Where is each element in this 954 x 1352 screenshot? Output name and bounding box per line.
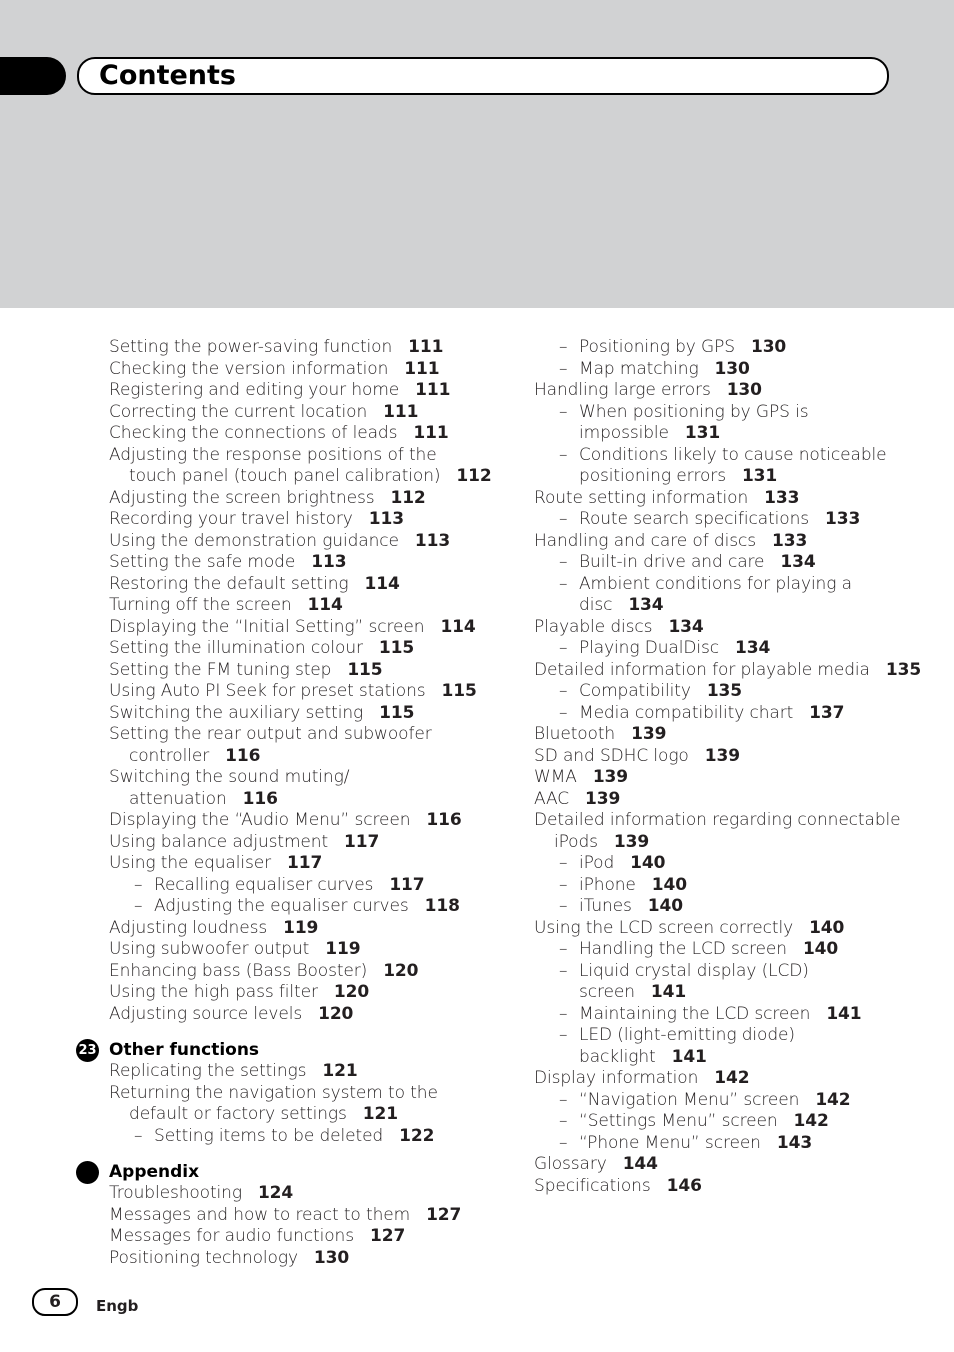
toc-entry[interactable] — [534, 1176, 934, 1198]
toc-entry[interactable] — [109, 918, 499, 940]
toc-page-number: 121 — [322, 1061, 358, 1081]
toc-page-number: 114 — [364, 573, 400, 594]
toc-entry-text: Setting the power-saving function — [109, 337, 393, 357]
toc-entry[interactable] — [534, 789, 934, 811]
toc-entry[interactable] — [534, 832, 934, 854]
toc-entry-text: Using Auto PI Seek for preset stations — [109, 681, 426, 701]
header-band — [0, 0, 954, 308]
toc-entry[interactable] — [109, 767, 499, 789]
toc-entry[interactable] — [109, 359, 499, 381]
toc-page-number: 143 — [776, 1132, 813, 1153]
toc-entry[interactable] — [534, 724, 934, 746]
toc-entry[interactable] — [109, 445, 499, 467]
toc-entry[interactable] — [109, 1226, 499, 1248]
toc-page-number: 134 — [734, 638, 771, 658]
toc-page-number: 130 — [313, 1247, 350, 1268]
toc-page-number: 134 — [668, 616, 704, 637]
toc-entry-text: Setting the rear output and subwoofer — [109, 724, 432, 744]
toc-entry[interactable] — [534, 402, 934, 424]
toc-entry-text: Replicating the settings — [109, 1061, 307, 1081]
toc-page-number: 115 — [441, 681, 477, 701]
toc-entry-text: Troubleshooting — [109, 1183, 242, 1203]
toc-entry-text: Checking the version information — [109, 358, 389, 379]
toc-entry[interactable] — [109, 509, 499, 531]
toc-entry[interactable] — [109, 423, 499, 445]
toc-entry-text: Playable discs — [534, 616, 653, 637]
toc-entry[interactable] — [534, 961, 934, 983]
toc-entry-text: Displaying the “Initial Setting” screen — [109, 616, 425, 637]
toc-entry[interactable] — [534, 1133, 934, 1155]
toc-page-number: 111 — [408, 337, 444, 357]
toc-entry-text: screen — [579, 982, 635, 1002]
toc-page-number: 131 — [684, 423, 721, 443]
toc-page-number: 137 — [809, 702, 845, 723]
toc-page-number: 139 — [704, 745, 740, 766]
footer-language: Engb — [96, 1297, 139, 1315]
toc-entry[interactable] — [534, 1025, 934, 1047]
toc-entry[interactable] — [534, 767, 934, 789]
toc-page-number: 124 — [257, 1183, 294, 1203]
toc-entry-text: Handling the LCD screen — [579, 939, 787, 959]
dash-marker: – — [134, 1125, 143, 1146]
toc-entry-text: Using balance adjustment — [109, 831, 329, 852]
dash-marker: – — [559, 573, 568, 594]
toc-entry-text: Using the demonstration guidance — [109, 530, 399, 551]
toc-entry-text: Display information — [534, 1068, 699, 1088]
toc-entry[interactable] — [534, 939, 934, 961]
toc-page-number: 139 — [592, 767, 628, 787]
page-title: Contents — [99, 60, 237, 91]
toc-entry[interactable] — [534, 1090, 934, 1112]
toc-entry-text: Recording your travel history — [109, 509, 353, 529]
toc-entry[interactable] — [109, 466, 499, 488]
toc-entry[interactable] — [109, 789, 499, 811]
dash-marker: – — [559, 960, 568, 981]
toc-entry-text: Returning the navigation system to the — [109, 1082, 438, 1103]
toc-entry[interactable] — [534, 552, 934, 574]
toc-entry[interactable] — [109, 982, 499, 1004]
toc-page-number: 115 — [379, 702, 415, 723]
toc-entry-text: LED (light-emitting diode) — [579, 1025, 795, 1045]
toc-page-number: 142 — [714, 1068, 750, 1088]
toc-entry-text: iPod — [579, 853, 615, 873]
toc-entry-text: Restoring the default setting — [109, 573, 349, 594]
toc-entry[interactable] — [534, 337, 934, 359]
toc-entry-text: impossible — [579, 423, 669, 443]
toc-page-number: 120 — [333, 982, 370, 1002]
toc-entry[interactable] — [109, 531, 499, 553]
toc-entry-text: Map matching — [579, 358, 699, 379]
toc-entry-text: Setting the FM tuning step — [109, 659, 332, 680]
toc-entry[interactable] — [109, 1083, 499, 1105]
toc-page-number: 130 — [714, 358, 750, 379]
toc-page-number: 121 — [362, 1104, 398, 1124]
dash-marker: – — [559, 1132, 568, 1153]
toc-page-number: 131 — [741, 466, 778, 486]
toc-page-number: 113 — [414, 530, 451, 551]
toc-entry-text: Adjusting source levels — [109, 1003, 303, 1024]
toc-page-number: 112 — [390, 487, 426, 508]
toc-entry-text: Built-in drive and care — [579, 552, 765, 572]
toc-entry[interactable] — [534, 1068, 934, 1090]
toc-entry[interactable] — [109, 1004, 499, 1026]
toc-entry-text: Using the equaliser — [109, 853, 271, 873]
right-column — [534, 337, 934, 1197]
toc-entry[interactable] — [534, 617, 934, 639]
dash-marker: – — [559, 1003, 568, 1024]
toc-entry[interactable] — [109, 1205, 499, 1227]
toc-entry[interactable] — [534, 574, 934, 596]
toc-entry-text: Compatibility — [579, 681, 691, 701]
toc-entry[interactable] — [109, 402, 499, 424]
toc-page-number: 111 — [415, 380, 451, 400]
toc-entry[interactable] — [109, 617, 499, 639]
toc-entry[interactable] — [534, 1111, 934, 1133]
toc-entry-text: Adjusting the screen brightness — [109, 487, 375, 508]
toc-entry-text: Specifications — [534, 1175, 651, 1196]
toc-entry[interactable] — [109, 337, 499, 359]
toc-page-number: 140 — [630, 853, 666, 873]
toc-page-number: 134 — [780, 552, 816, 572]
toc-entry-text: default or factory settings — [129, 1104, 347, 1124]
toc-entry[interactable] — [534, 445, 934, 467]
dash-marker: – — [559, 1025, 568, 1045]
toc-entry-text: Displaying the “Audio Menu” screen — [109, 810, 411, 830]
dash-marker: – — [559, 552, 568, 572]
toc-entry[interactable] — [534, 1047, 934, 1069]
toc-page-number: 142 — [793, 1111, 829, 1131]
toc-entry[interactable] — [534, 810, 934, 832]
toc-entry-text: Using the LCD screen correctly — [534, 917, 794, 938]
toc-entry[interactable] — [109, 1104, 499, 1126]
toc-entry-text: Setting the illumination colour — [109, 638, 363, 658]
toc-entry-text: Bluetooth — [534, 724, 616, 744]
toc-entry-text: attenuation — [129, 788, 227, 809]
dash-marker: – — [559, 401, 568, 422]
section-title: Other functions — [109, 1040, 260, 1060]
toc-page-number: 130 — [750, 337, 787, 357]
toc-page-number: 120 — [318, 1003, 354, 1024]
toc-entry-text: disc — [579, 595, 613, 615]
toc-page-number: 112 — [456, 466, 492, 486]
toc-entry-text: Media compatibility chart — [579, 702, 794, 723]
toc-entry-text: Maintaining the LCD screen — [579, 1003, 811, 1024]
title-box — [77, 57, 889, 95]
toc-entry-text: SD and SDHC logo — [534, 745, 689, 766]
toc-entry[interactable] — [534, 359, 934, 381]
toc-entry[interactable] — [109, 853, 499, 875]
toc-entry-text: Detailed information regarding connectable — [534, 810, 901, 830]
toc-page-number: 114 — [307, 595, 343, 615]
toc-entry-text: touch panel (touch panel calibration) — [129, 466, 441, 486]
toc-page-number: 142 — [815, 1089, 851, 1110]
toc-entry[interactable] — [534, 853, 934, 875]
toc-entry-text: AAC — [534, 788, 570, 809]
toc-entry-text: controller — [129, 745, 210, 766]
toc-entry[interactable] — [534, 466, 934, 488]
toc-page-number: 134 — [628, 595, 664, 615]
toc-page-number: 135 — [885, 659, 922, 680]
toc-page-number: 135 — [706, 681, 743, 701]
toc-entry[interactable] — [534, 896, 934, 918]
toc-entry[interactable] — [109, 703, 499, 725]
toc-page-number: 115 — [378, 638, 415, 658]
toc-page-number: 133 — [772, 530, 808, 551]
toc-entry[interactable] — [534, 423, 934, 445]
section-number-badge — [76, 1161, 99, 1184]
toc-entry[interactable] — [534, 660, 934, 682]
toc-entry[interactable] — [109, 724, 499, 746]
toc-entry-text: Glossary — [534, 1154, 607, 1174]
section-title: Appendix — [109, 1162, 200, 1182]
toc-entry[interactable] — [534, 918, 934, 940]
toc-entry-text: Positioning by GPS — [579, 337, 735, 357]
toc-entry-text: positioning errors — [579, 466, 726, 486]
dash-marker: – — [559, 1089, 568, 1110]
toc-entry[interactable] — [109, 961, 499, 983]
toc-page-number: 117 — [287, 853, 323, 873]
toc-entry[interactable] — [109, 1183, 499, 1205]
toc-entry-text: Using the high pass filter — [109, 982, 318, 1002]
toc-page-number: 140 — [802, 939, 839, 959]
toc-entry[interactable] — [534, 982, 934, 1004]
toc-entry-text: Adjusting the equaliser curves — [154, 896, 409, 916]
toc-entry[interactable] — [534, 531, 934, 553]
toc-entry-text: Switching the auxiliary setting — [109, 702, 364, 723]
dash-marker: – — [559, 702, 568, 723]
toc-page-number: 133 — [764, 487, 800, 508]
toc-entry-text: Messages for audio functions — [109, 1226, 354, 1246]
toc-entry[interactable] — [109, 380, 499, 402]
toc-page-number: 111 — [404, 358, 440, 379]
toc-entry[interactable] — [534, 638, 934, 660]
toc-entry-text: Setting items to be deleted — [154, 1125, 384, 1146]
dash-marker: – — [559, 896, 568, 916]
toc-entry[interactable] — [534, 681, 934, 703]
chapter-tab — [0, 57, 66, 95]
toc-page-number: 111 — [413, 423, 449, 443]
toc-entry[interactable] — [109, 660, 499, 682]
toc-entry-text: When positioning by GPS is — [579, 401, 809, 422]
toc-entry[interactable] — [109, 746, 499, 768]
toc-page-number: 139 — [613, 831, 650, 852]
toc-entry-text: “Phone Menu” screen — [579, 1132, 761, 1153]
footer-page-number: 6 — [32, 1288, 78, 1316]
toc-entry-text: Enhancing bass (Bass Booster) — [109, 960, 368, 981]
toc-entry[interactable] — [534, 746, 934, 768]
toc-entry[interactable] — [534, 509, 934, 531]
toc-page-number: 118 — [424, 896, 460, 916]
toc-page-number: 120 — [383, 960, 419, 981]
toc-page-number: 115 — [347, 659, 383, 680]
toc-entry-text: Conditions likely to cause noticeable — [579, 444, 887, 465]
toc-entry[interactable] — [109, 595, 499, 617]
toc-page-number: 140 — [647, 896, 683, 916]
toc-page-number: 127 — [426, 1204, 462, 1225]
toc-section — [109, 1161, 499, 1269]
toc-entry[interactable] — [109, 896, 499, 918]
toc-page-number: 141 — [650, 982, 687, 1002]
toc-page-number: 122 — [399, 1125, 435, 1146]
toc-page-number: 113 — [311, 552, 347, 572]
toc-entry[interactable] — [109, 638, 499, 660]
toc-entry[interactable] — [109, 1126, 499, 1148]
toc-page-number: 139 — [631, 724, 667, 744]
toc-page-number: 116 — [242, 788, 278, 809]
toc-entry[interactable] — [534, 380, 934, 402]
toc-page-number: 140 — [809, 917, 845, 938]
toc-entry-text: Playing DualDisc — [579, 638, 719, 658]
toc-entry-text: Messages and how to react to them — [109, 1204, 411, 1225]
toc-entry[interactable] — [534, 488, 934, 510]
toc-entry-text: Ambient conditions for playing a — [579, 573, 852, 594]
toc-entry-text: Registering and editing your home — [109, 380, 400, 400]
toc-entry-text: backlight — [579, 1046, 656, 1067]
dash-marker: – — [559, 509, 568, 529]
toc-entry[interactable] — [109, 810, 499, 832]
toc-page-number: 119 — [283, 917, 319, 938]
toc-entry[interactable] — [534, 1004, 934, 1026]
toc-entry[interactable] — [109, 875, 499, 897]
toc-entry[interactable] — [109, 939, 499, 961]
toc-entry-text: “Settings Menu” screen — [579, 1111, 778, 1131]
toc-entry[interactable] — [109, 1061, 499, 1083]
toc-entry-text: Turning off the screen — [109, 595, 292, 615]
toc-entry[interactable] — [534, 1154, 934, 1176]
toc-entry-text: Adjusting loudness — [109, 917, 268, 938]
toc-entry-text: Adjusting the response positions of the — [109, 444, 437, 465]
toc-page-number: 140 — [651, 874, 687, 895]
toc-entry-text: Route setting information — [534, 487, 749, 508]
toc-entry-text: Handling and care of discs — [534, 530, 756, 551]
toc-page-number: 111 — [383, 401, 419, 422]
toc-page-number: 133 — [825, 509, 861, 529]
toc-entry-text: Positioning technology — [109, 1247, 298, 1268]
toc-page-number: 114 — [440, 616, 476, 637]
toc-entry[interactable] — [534, 595, 934, 617]
left-column — [78, 337, 499, 1269]
dash-marker: – — [559, 337, 568, 357]
dash-marker: – — [559, 939, 568, 959]
toc-page-number: 146 — [666, 1175, 702, 1196]
toc-page-number: 116 — [426, 810, 462, 830]
toc-entry-text: Setting the safe mode — [109, 552, 296, 572]
toc-entry-text: iTunes — [579, 896, 632, 916]
toc-entry[interactable] — [109, 832, 499, 854]
toc-entry-text: iPods — [554, 831, 598, 852]
toc-entry-text: Using subwoofer output — [109, 939, 310, 959]
toc-page-number: 130 — [726, 380, 762, 400]
toc-entry-text: Correcting the current location — [109, 401, 368, 422]
toc-entry[interactable] — [109, 552, 499, 574]
toc-entry-text: Recalling equaliser curves — [154, 874, 374, 895]
toc-entry-text: Route search specifications — [579, 509, 809, 529]
dash-marker: – — [559, 1111, 568, 1131]
toc-page-number: 119 — [325, 939, 361, 959]
toc-page-number: 117 — [344, 831, 380, 852]
toc-entry-text: iPhone — [579, 874, 636, 895]
toc-entry-text: Liquid crystal display (LCD) — [579, 960, 809, 981]
toc-page-number: 127 — [369, 1226, 406, 1246]
toc-entry[interactable] — [109, 574, 499, 596]
toc-page-number: 141 — [826, 1003, 862, 1024]
toc-entry-text: Switching the sound muting/ — [109, 767, 350, 787]
dash-marker: – — [559, 874, 568, 895]
dash-marker: – — [559, 444, 568, 465]
toc-entry[interactable] — [109, 681, 499, 703]
toc-entry-text: Checking the connections of leads — [109, 423, 398, 443]
dash-marker: – — [134, 874, 143, 895]
toc-entry-text: Handling large errors — [534, 380, 711, 400]
toc-section — [78, 1039, 499, 1147]
toc-entry-text: WMA — [534, 767, 577, 787]
section-number-badge: 23 — [76, 1039, 99, 1062]
toc-entry[interactable] — [534, 875, 934, 897]
toc-page-number: 116 — [225, 745, 261, 766]
toc-page-number: 117 — [389, 874, 425, 895]
dash-marker: – — [134, 896, 143, 916]
dash-marker: – — [559, 358, 568, 379]
section-heading[interactable] — [78, 1039, 499, 1061]
toc-page-number: 139 — [585, 788, 621, 809]
dash-marker: – — [559, 681, 568, 701]
toc-entry[interactable] — [109, 488, 499, 510]
toc-entry-text: “Navigation Menu” screen — [579, 1089, 800, 1110]
dash-marker: – — [559, 853, 568, 873]
toc-page-number: 141 — [671, 1046, 707, 1067]
toc-page-number: 144 — [622, 1154, 658, 1174]
dash-marker: – — [559, 638, 568, 658]
section-heading[interactable] — [109, 1161, 499, 1183]
toc-entry[interactable] — [109, 1248, 499, 1270]
toc-page-number: 113 — [368, 509, 404, 529]
toc-entry[interactable] — [534, 703, 934, 725]
toc-entry-text: Detailed information for playable media — [534, 659, 870, 680]
